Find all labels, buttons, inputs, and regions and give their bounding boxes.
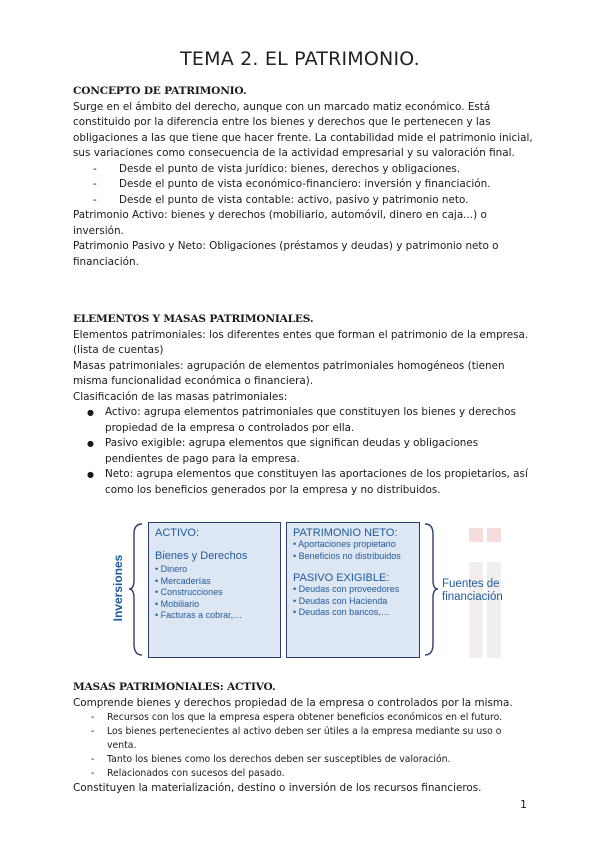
activo-item: • Mercaderías bbox=[155, 575, 211, 586]
activo-item: • Construcciones bbox=[155, 587, 223, 597]
activo-subtitle: Bienes y Derechos bbox=[155, 550, 248, 562]
fuentes-label bbox=[442, 578, 503, 604]
paragraph: Masas patrimoniales: agrupación de elementos patrimoniales homogéneos (tienen misma funcionalidad económica o financiera). bbox=[73, 359, 505, 387]
section-heading: CONCEPTO DE PATRIMONIO. bbox=[73, 85, 247, 97]
bullet-item: ● Neto: agrupa elementos que constituyen las aportaciones de los propietarios, así como los beneficios generados por la empresa y no distribuidos. bbox=[73, 467, 533, 498]
fuentes-label-line: Fuentes de bbox=[442, 578, 500, 590]
pasivo-item: • Deudas con proveedores bbox=[293, 584, 400, 594]
activo-box bbox=[148, 522, 281, 658]
pasivo-neto-box bbox=[286, 522, 420, 658]
section-elementos bbox=[73, 312, 533, 498]
paragraph: Comprende bienes y derechos propiedad de la empresa o controlados por la misma. bbox=[73, 696, 513, 709]
dash-item: - Tanto los bienes como los derechos deben ser susceptibles de valoración. bbox=[73, 753, 533, 767]
dash-item: - Los bienes pertenecientes al activo deben ser útiles a la empresa mediante su uso o venta. bbox=[73, 725, 533, 753]
activo-item: • Mobiliario bbox=[155, 598, 200, 609]
right-brace bbox=[423, 522, 439, 657]
paragraph: Elementos patrimoniales: los diferentes entes que forman el patrimonio de la empresa. (lista de cuentas) bbox=[73, 328, 529, 356]
dash-item: - Desde el punto de vista jurídico: bienes, derechos y obligaciones. bbox=[73, 162, 533, 178]
neto-title: PATRIMONIO NETO: bbox=[293, 527, 398, 539]
pasivo-item: • Deudas con Hacienda bbox=[293, 595, 388, 606]
dash-item: - Relacionados con sucesos del pasado. bbox=[73, 767, 533, 781]
pasivo-item: • Deudas con bancos,… bbox=[293, 607, 390, 617]
neto-item: • Aportaciones propietario bbox=[293, 539, 396, 549]
paragraph: Patrimonio Pasivo y Neto: Obligaciones (préstamos y deudas) y patrimonio neto o financiación. bbox=[73, 240, 499, 268]
page-title: TEMA 2. EL PATRIMONIO. bbox=[180, 48, 420, 70]
bullet-item: ● Pasivo exigible: agrupa elementos que significan deudas y obligaciones pendientes de pago para la empresa. bbox=[73, 436, 533, 467]
fuentes-label-line: financiación bbox=[442, 591, 503, 603]
pasivo-title: PASIVO EXIGIBLE: bbox=[293, 572, 390, 584]
paragraph: Clasificación de las masas patrimoniales: bbox=[73, 390, 288, 403]
bullet-item: ● Activo: agrupa elementos patrimoniales que constituyen los bienes y derechos propiedad de la empresa o controlados por ella. bbox=[73, 405, 533, 436]
inversiones-label: Inversiones bbox=[111, 554, 125, 622]
section-heading: ELEMENTOS Y MASAS PATRIMONIALES. bbox=[73, 313, 314, 325]
activo-item: • Facturas a cobrar,… bbox=[155, 610, 243, 620]
section-activo bbox=[73, 680, 533, 797]
dash-item: - Desde el punto de vista económico-financiero: inversión y financiación. bbox=[73, 177, 533, 193]
neto-item: • Beneficios no distribuidos bbox=[293, 550, 401, 561]
dash-item: - Recursos con los que la empresa espera obtener beneficios económicos en el futuro. bbox=[73, 711, 533, 725]
paragraph: Constituyen la materialización, destino o inversión de los recursos financieros. bbox=[73, 782, 482, 794]
section-concepto bbox=[73, 84, 533, 270]
dash-item: - Desde el punto de vista contable: activo, pasivo y patrimonio neto. bbox=[73, 193, 533, 209]
section-heading: MASAS PATRIMONIALES: ACTIVO. bbox=[73, 681, 276, 693]
paragraph: Surge en el ámbito del derecho, aunque con un marcado matiz económico. Está constituido por la diferencia entre los bienes y derechos que le pertenecen y las obligaciones a las que tiene que hacer frente. La contabilidad mide el patrimonio inicial, sus variaciones como consecuencia de la actividad empresarial y su valoración final. bbox=[73, 100, 533, 159]
activo-title: ACTIVO: bbox=[155, 527, 200, 539]
left-brace bbox=[128, 522, 146, 657]
paragraph: Patrimonio Activo: bienes y derechos (mobiliario, automóvil, dinero en caja...) o inversión. bbox=[73, 209, 487, 237]
page-number: 1 bbox=[520, 798, 527, 811]
activo-item: • Dinero bbox=[155, 564, 188, 574]
